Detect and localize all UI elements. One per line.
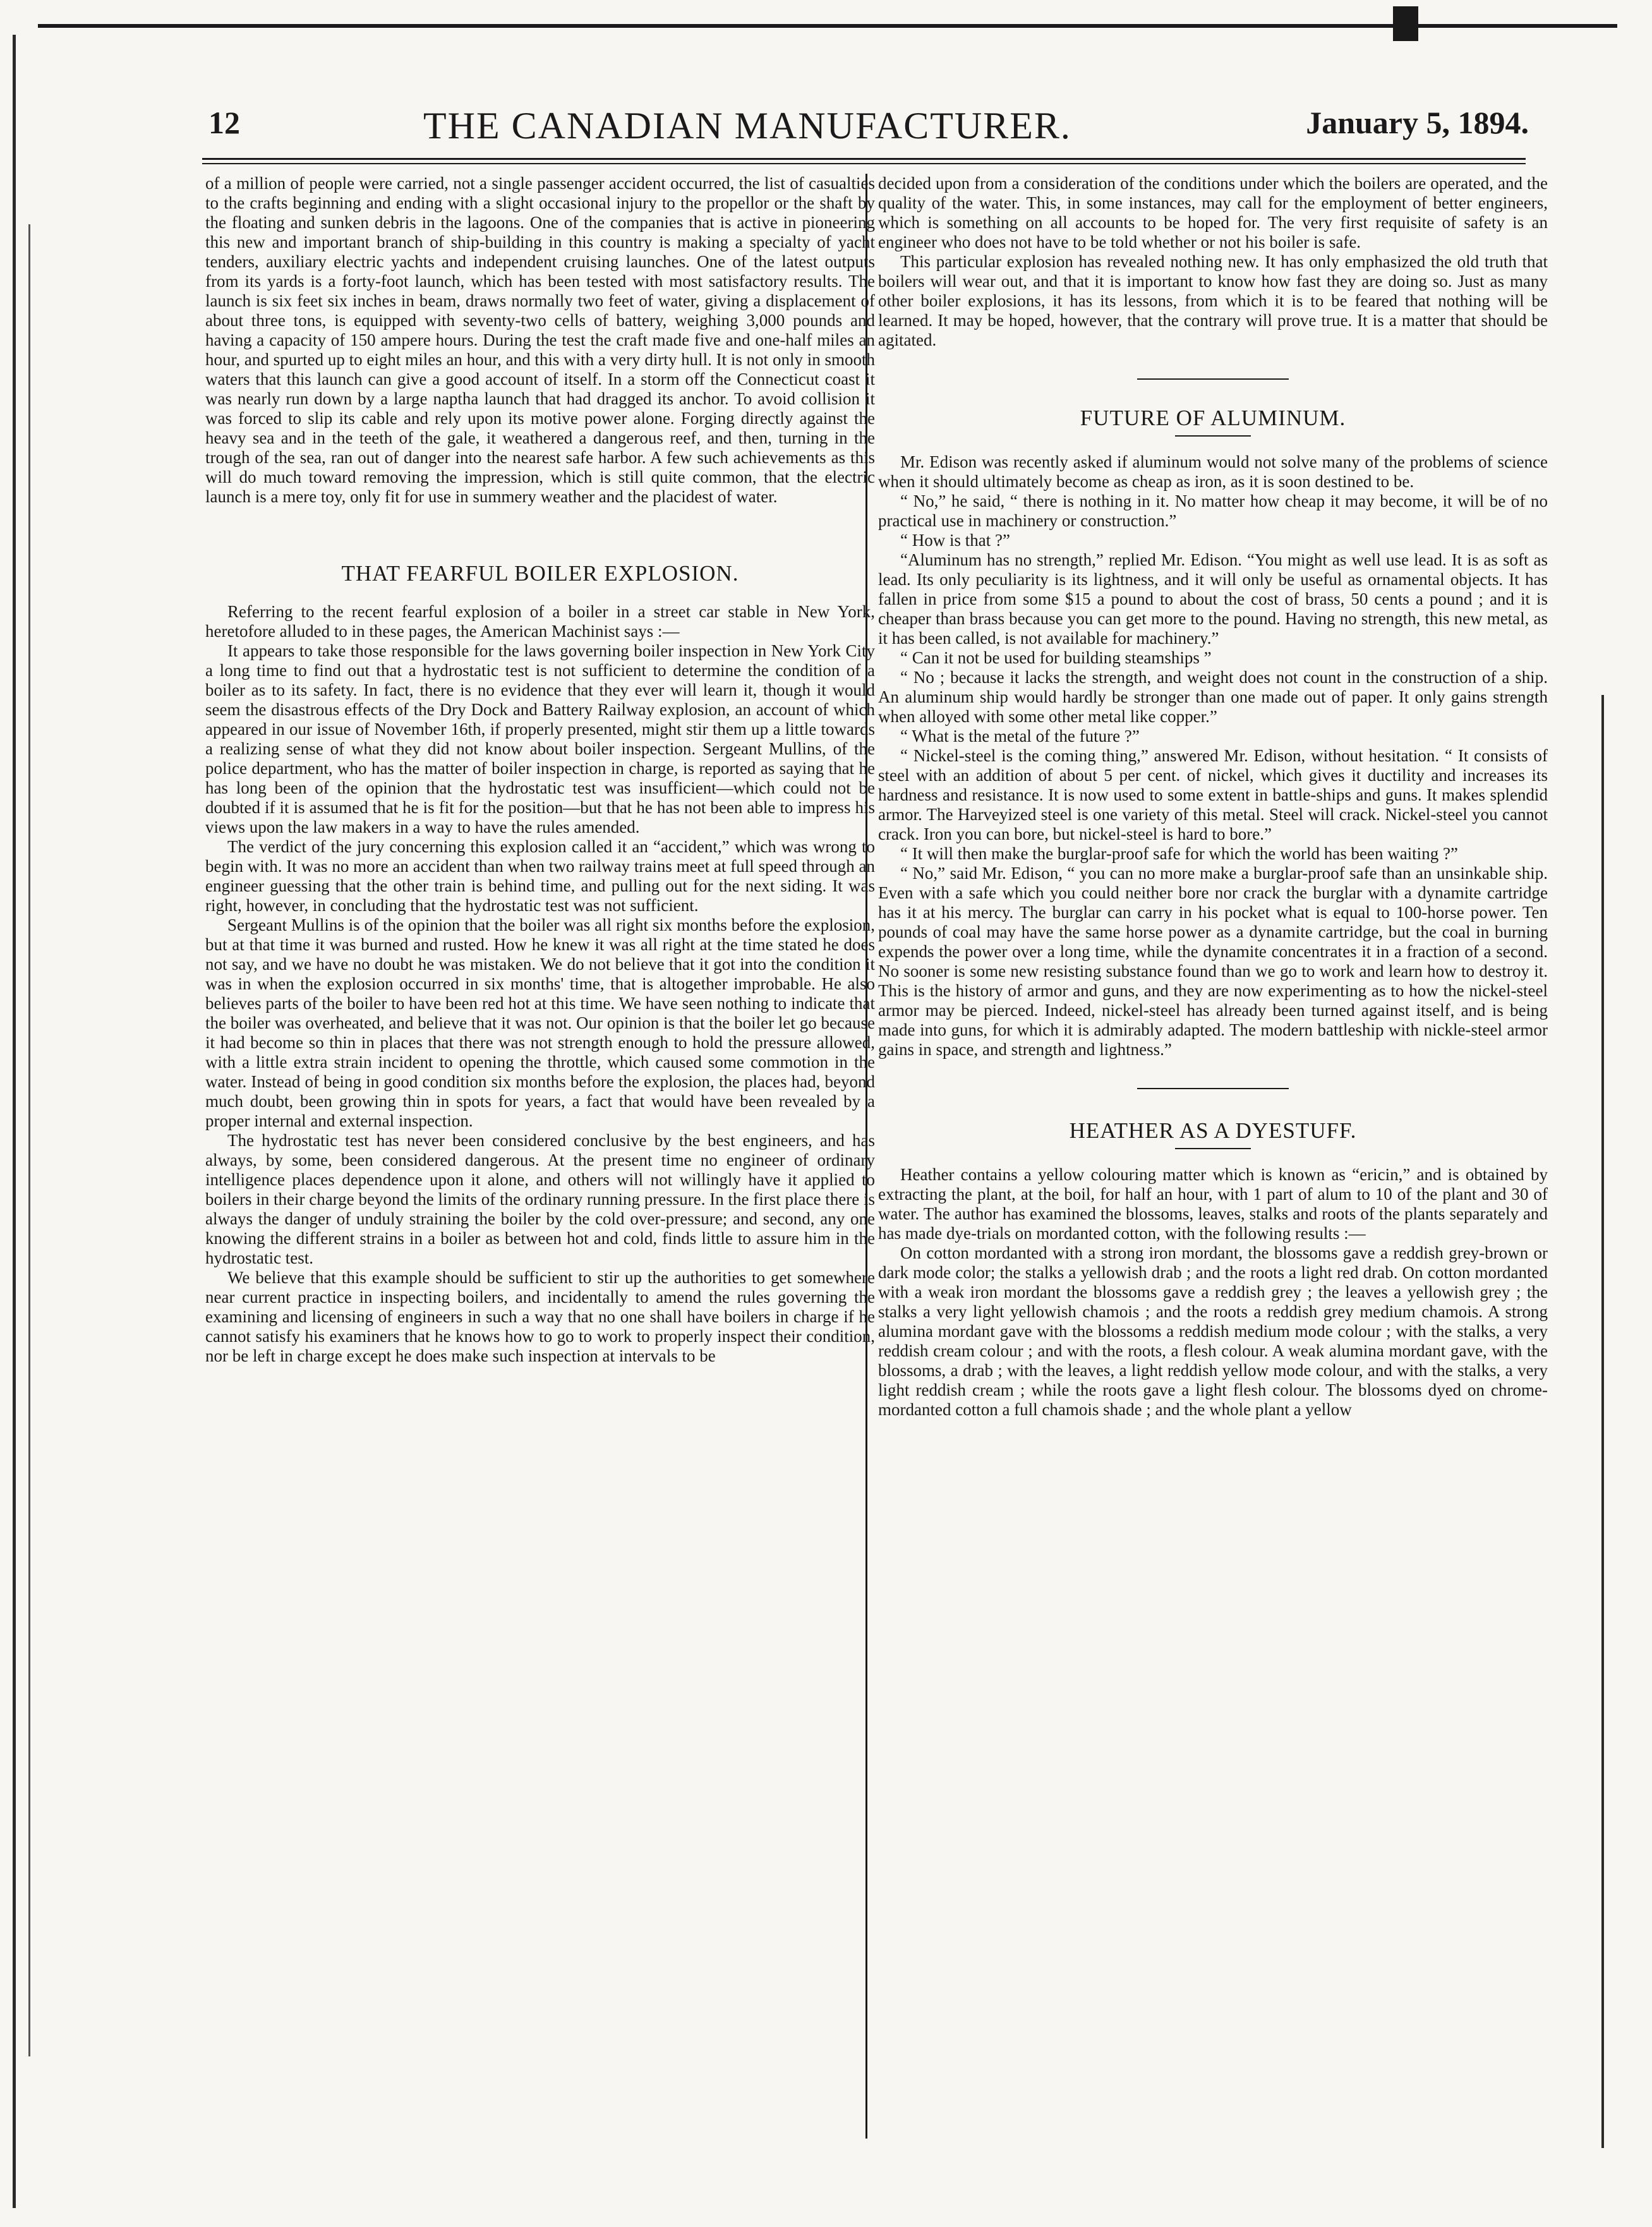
page-right-edge xyxy=(1595,695,1620,2148)
aluminum-paragraph: “ It will then make the burglar-proof safe for which the world has been waiting ?” xyxy=(900,844,1458,863)
boiler-paragraph: Referring to the recent fearful explosion of a boiler in a street car stable in New York, heretofore alluded to in these pages, the American Machinist says :— xyxy=(205,602,875,641)
aluminum-paragraph: “ Can it not be used for building steamships ” xyxy=(900,648,1212,667)
binding-mark xyxy=(1393,6,1418,41)
right-column xyxy=(878,174,1548,1420)
aluminum-title: FUTURE OF ALUMINUM. xyxy=(1080,406,1346,430)
boiler-continued-paragraph: This particular explosion has revealed nothing new. It has only emphasized the old truth that boilers will wear out, and that it is important to know how fast they are doing so. Just as many other boiler explosions, it has its lessons, from which it is to be feared that nothing will be learned. It may be hoped, however, that the contrary will prove true. It is a matter that should be agitated. xyxy=(878,252,1548,349)
heather-paragraph: On cotton mordanted with a strong iron mordant, the blossoms gave a reddish grey-brown or dark mode color; the stalks a yellowish drab ; and the roots a light red drab. On cotton mordanted with a weak iron mordant the blossoms gave a reddish grey ; the leaves a yellowish grey ; the stalks a very light yellowish chamois ; and the roots a reddish grey medium chamois. A strong alumina mordant gave with the blossoms a reddish medium mode colour ; with the stalks, a very reddish cream colour ; and with the roots, a flesh colour. A weak alumina mordant gave, with the blossoms, a drab ; with the leaves, a light reddish yellow mode colour, and with the stalks, a very light reddish cream ; while the roots gave a light flesh colour. The blossoms dyed on chrome-mordanted cotton a full chamois shade ; and the whole plant a yellow xyxy=(878,1243,1548,1419)
header-rule xyxy=(202,158,1526,160)
electric-launch-paragraph: of a million of people were carried, not a single passenger accident occurred, the list of casualties to the crafts beginning and ending with a slight occasional injury to the propellor or the shaft by the floating and sunken debris in the lagoons. One of the companies that is active in pioneering this new and important branch of ship-building in this country is making a specialty of yacht tenders, auxiliary electric yachts and independent cruising launches. One of the latest outputs from its yards is a forty-foot launch, which has been tested with most satisfactory results. The launch is six feet six inches in beam, draws normally two feet of water, giving a displacement of about three tons, is equipped with seventy-two cells of battery, weighing 3,000 pounds and having a capacity of 150 ampere hours. During the test the craft made five and one-half miles an hour, and spurted up to eight miles an hour, and this with a very dirty hull. It is not only in smooth waters that this launch can give a good account of itself. In a storm off the Connecticut coast it was nearly run down by a large naptha launch that had dragged its anchor. To avoid collision it was forced to slip its cable and rely upon its motive power alone. Forging directly against the heavy sea and in the teeth of the gale, it weathered a dangerous reef, and then, turning in the trough of the sea, ran out of danger into the nearest safe harbor. A few such achievements as this will do much toward removing the impression, which is still quite common, that the electric launch is a mere toy, only fit for use in summery weather and the placidest of water. xyxy=(205,174,875,506)
boiler-paragraph: It appears to take those responsible for the laws governing boiler inspection in New York City a long time to find out that a hydrostatic test is not sufficient to determine the condition of a boiler as to its safety. In fact, there is no evidence that they ever will learn it, though it would seem the disastrous effects of the Dry Dock and Battery Railway explosion, an account of which appeared in our issue of November 16th, if properly presented, might stir them up a little towards a realizing sense of what they did not know about boiler inspection. Sergeant Mullins, of the police department, who has the matter of boiler inspection in charge, is reported as saying that he has long been of the opinion that the hydrostatic test was insufficient—which could not be doubted if it is assumed that he is fit for the position—but that he has not been able to impress his views upon the law makers in a way to have the rules amended. xyxy=(205,641,875,836)
aluminum-paragraph: “ No,” said Mr. Edison, “ you can no more make a burglar-proof safe than an unsinkable ship. Even with a safe which you could neither bore nor crack the burglar with a dynamite cartridge has it at his mercy. The burglar can carry in his pocket what is equal to 100-horse power. Ten pounds of coal may have the same horse power as a dynamite cartridge, but the coal in burning expends the power over a long time, while the dynamite concentrates it in a fraction of a second. No sooner is some new resisting substance found than we go to work and learn how to destroy it. This is the history of armor and guns, and they are now experimenting as to how the nickel-steel armor may be pierced. Indeed, nickel-steel has already been turned against itself, and is being made into guns, for which it is admirably adapted. The modern battleship with nickle-steel armor gains in space, and strength and lightness.” xyxy=(878,864,1548,1059)
page-header xyxy=(208,104,1529,161)
journal-title: THE CANADIAN MANUFACTURER. xyxy=(423,105,1071,147)
boiler-paragraph: The verdict of the jury concerning this explosion called it an “accident,” which was wrong to begin with. It was no more an accident than when two railway trains meet at full speed through an engineer guessing that the other train is behind time, and pulling out for the next siding. It was right, however, in concluding that the hydrostatic test was not sufficient. xyxy=(205,837,875,915)
page-left-edge xyxy=(13,35,26,2208)
heather-title: HEATHER AS A DYESTUFF. xyxy=(1069,1118,1357,1143)
aluminum-paragraph: “ No,” he said, “ there is nothing in it. No matter how cheap it may become, it will be of no practical use in machinery or construction.” xyxy=(878,492,1548,530)
aluminum-paragraph: “ How is that ?” xyxy=(900,531,1010,550)
boiler-continued-paragraph: decided upon from a consideration of the conditions under which the boilers are operated, and the quality of the water. This, in some instances, may call for the employment of better engineers, which is something on all accounts to be hoped for. The very first requisite of safety is an engineer who does not have to be told whether or not his boiler is safe. xyxy=(878,174,1548,251)
header-rule-secondary xyxy=(202,163,1526,164)
aluminum-paragraph: “ Nickel-steel is the coming thing,” answered Mr. Edison, without hesitation. “ It consists of steel with an addition of about 5 per cent. of nickel, which gives it ductility and increases its hardness and resistance. It is now used to some extent in battle-ships and guns. It makes splendid armor. The Harveyized steel is one variety of this metal. Steel will crack. Nickel-steel you cannot crack. Iron you can bore, but nickel-steel is hard to bore.” xyxy=(878,746,1548,843)
boiler-paragraph: We believe that this example should be sufficient to stir up the authorities to get somewhere near current practice in inspecting boilers, and incidentally to amend the rules governing the examining and licensing of engineers in such a way that no one shall have boilers in charge if he cannot satisfy his examiners that he knows how to go to work to properly inspect their condition, nor be left in charge except he does make such inspection at intervals to be xyxy=(205,1268,875,1365)
boiler-paragraph: The hydrostatic test has never been considered conclusive by the best engineers, and has always, by some, been considered dangerous. At the present time no engineer of ordinary intelligence places dependence upon it alone, and others will not willingly have it applied to boilers in their charge beyond the limits of the ordinary running pressure. In the first place there is always the danger of unduly straining the boiler by the cold over-pressure; and second, any one knowing the different strains in a boiler as between hot and cold, finds little to assure him in the hydrostatic test. xyxy=(205,1131,875,1267)
issue-date: January 5, 1894. xyxy=(1306,105,1529,140)
aluminum-paragraph: Mr. Edison was recently asked if aluminum would not solve many of the problems of science when it should ultimately become as cheap as iron, as it is soon destined to be. xyxy=(878,452,1548,491)
heather-paragraph: Heather contains a yellow colouring matter which is known as “ericin,” and is obtained by extracting the plant, at the boil, for half an hour, with 1 part of alum to 10 of the plant and 30 of water. The author has examined the blossoms, leaves, stalks and roots of the plants separately and has made dye-trials on mordanted cotton, with the following results :— xyxy=(878,1165,1548,1243)
page-top-edge xyxy=(38,24,1617,28)
left-column xyxy=(205,174,875,1366)
aluminum-paragraph: “Aluminum has no strength,” replied Mr. Edison. “You might as well use lead. It is as soft as lead. Its only peculiarity is its lightness, and it will only be useful as ornamental objects. It has fallen in price from some $15 a pound to about the cost of brass, 50 cents a pound ; and it is cheaper than brass because you can get more to the pound. Having no strength, this new metal, as it has been called, is not available for machinery.” xyxy=(878,550,1548,648)
aluminum-paragraph: “ What is the metal of the future ?” xyxy=(900,727,1140,745)
page-number: 12 xyxy=(208,105,240,140)
boiler-paragraph: Sergeant Mullins is of the opinion that the boiler was all right six months before the explosion, but at that time it was burned and rusted. How he knew it was all right at the time stated he does not say, and we have no doubt he was mistaken. We do not believe that it got into the condition it was in when the explosion occurred in six months' time, that is altogether improbable. He also believes parts of the boiler to have been red hot at this time. We have seen nothing to indicate that the boiler was overheated, and believe that it was not. Our opinion is that the boiler let go because it had become so thin in places that there was not strength enough to hold the pressure allowed, with a little extra strain incident to opening the throttle, which caused some commotion in the water. Instead of being in good condition six months before the explosion, the places had, beyond much doubt, been growing thin in spots for years, a fact that would have been revealed by a proper internal and external inspection. xyxy=(205,915,875,1130)
aluminum-paragraph: “ No ; because it lacks the strength, and weight does not count in the construction of a ship. An aluminum ship would hardly be stronger than one made out of paper. It only gains strength when alloyed with some other metal like copper.” xyxy=(878,668,1548,726)
boiler-explosion-title: THAT FEARFUL BOILER EXPLOSION. xyxy=(341,561,739,586)
